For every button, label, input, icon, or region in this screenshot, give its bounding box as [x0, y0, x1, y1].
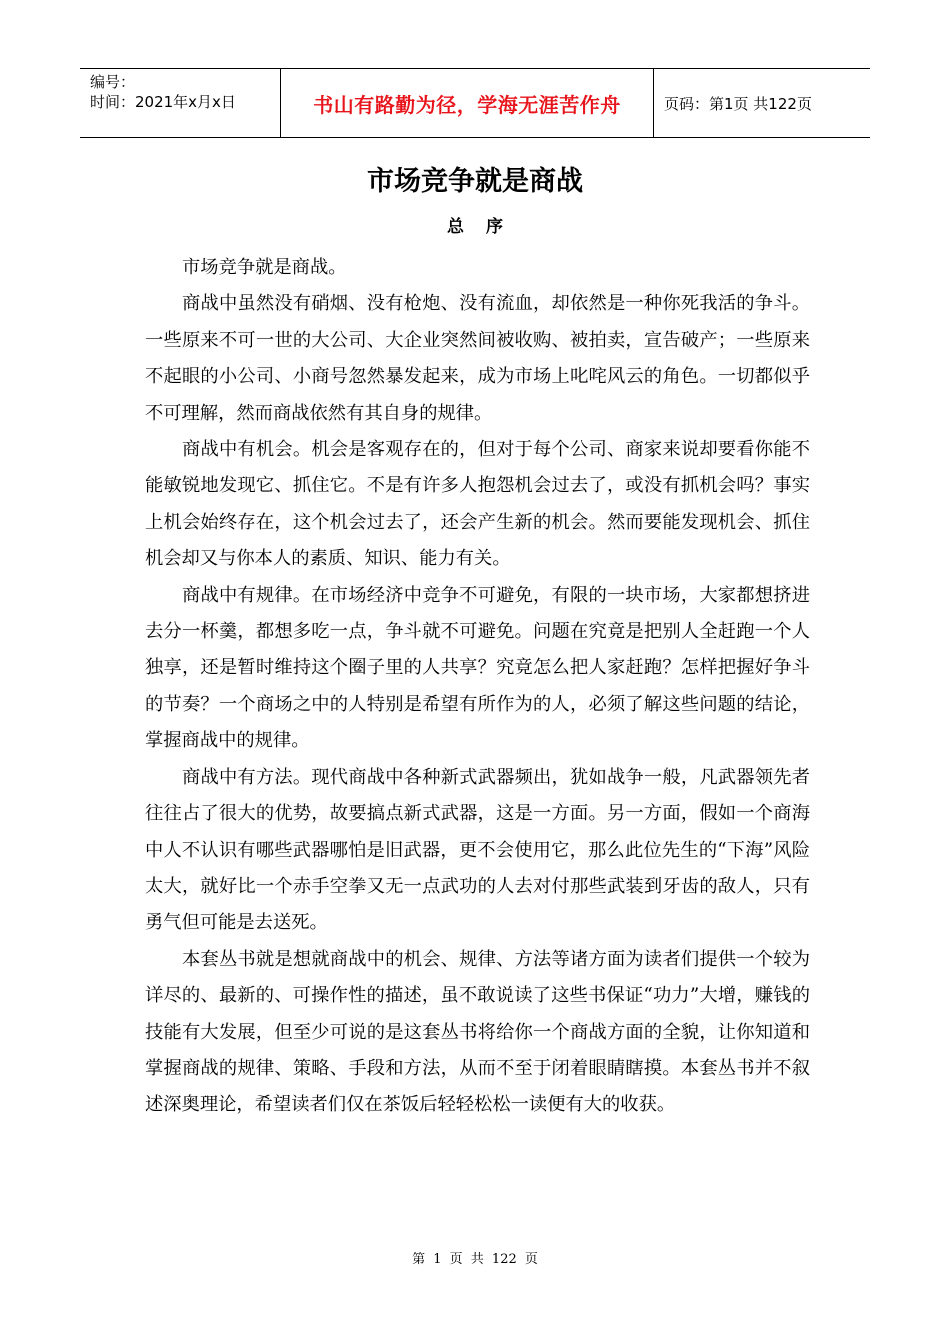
document-body [145, 250, 810, 1124]
paragraph: 本套丛书就是想就商战中的机会、规律、方法等诸方面为读者们提供一个较为详尽的、最新的、可操作性的描述，虽不敢说读了这些书保证“功力”大增，赚钱的技能有大发展，但至少可说的是这套丛书将给你一个商战方面的全貌，让你知道和掌握商战的规律、策略、手段和方法，从而不至于闭着眼睛瞎摸。本套丛书并不叙述深奥理论，希望读者们仅在茶饭后轻轻松松一读便有大的收获。 [145, 948, 810, 1116]
doc-time-label: 时间：2021年x月x日 [90, 93, 236, 111]
paragraph: 市场竞争就是商战。 [182, 257, 347, 278]
page-header [80, 68, 870, 138]
paragraph: 商战中虽然没有硝烟、没有枪炮、没有流血，却依然是一种你死我活的争斗。一些原来不可一世的大公司、大企业突然间被收购、被拍卖，宣告破产；一些原来不起眼的小公司、小商号忽然暴发起来，成为市场上叱咤风云的角色。一切都似乎不可理解，然而商战依然有其自身的规律。 [145, 293, 810, 424]
header-page-code: 页码：第1页 共122页 [664, 94, 812, 113]
page-footer: 第 1 页 共 122 页 [412, 1252, 538, 1267]
document-title: 市场竞争就是商战 [367, 166, 583, 197]
paragraph: 商战中有方法。现代商战中各种新式武器频出，犹如战争一般，凡武器领先者往往占了很大的优势，故要搞点新式武器，这是一方面。另一方面，假如一个商海中人不认识有哪些武器哪怕是旧武器，更不会使用它，那么此位先生的“下海”风险太大，就好比一个赤手空拳又无一点武功的人去对付那些武装到牙齿的敌人，只有勇气但可能是去送死。 [145, 766, 810, 934]
paragraph: 商战中有规律。在市场经济中竞争不可避免，有限的一块市场，大家都想挤进去分一杯羹，都想多吃一点，争斗就不可避免。问题在究竟是把别人全赶跑一个人独享，还是暂时维持这个圈子里的人共享？究竟怎么把人家赶跑？怎样把握好争斗的节奏？一个商场之中的人特别是希望有所作为的人，必须了解这些问题的结论，掌握商战中的规律。 [145, 584, 810, 752]
document-subtitle: 总序 [447, 217, 525, 237]
header-motto: 书山有路勤为径，学海无涯苦作舟 [281, 69, 654, 137]
header-meta [80, 69, 281, 137]
doc-number-label: 编号： [90, 73, 136, 91]
paragraph: 商战中有机会。机会是客观存在的，但对于每个公司、商家来说却要看你能不能敏锐地发现它、抓住它。不是有许多人抱怨机会过去了，或没有抓机会吗？事实上机会始终存在，这个机会过去了，还会产生新的机会。然而要能发现机会、抓住机会却又与你本人的素质、知识、能力有关。 [145, 439, 810, 570]
